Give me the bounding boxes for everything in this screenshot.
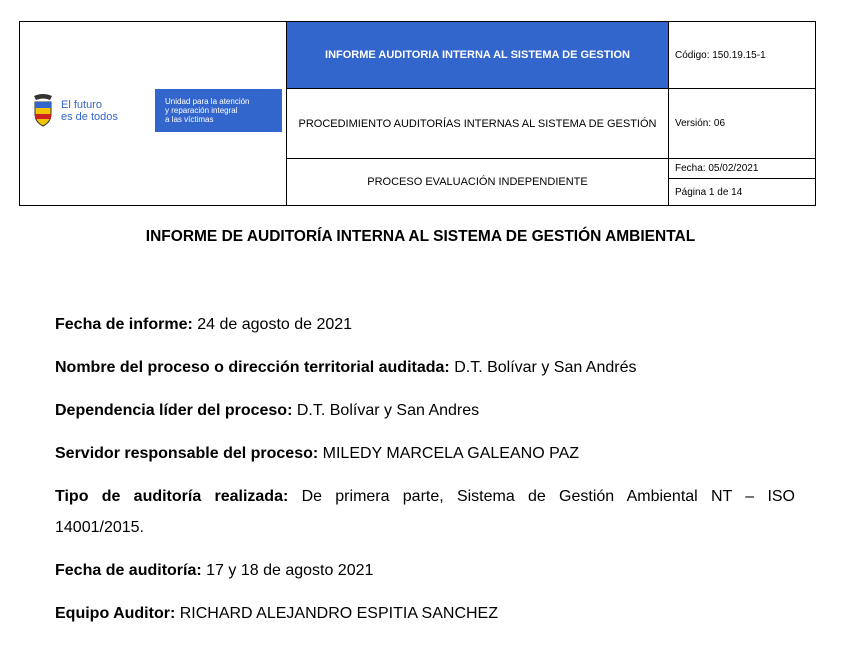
field-value: 24 de agosto de 2021 xyxy=(192,316,353,333)
field-label: Servidor responsable del proceso: xyxy=(55,445,319,462)
date-cell: Fecha: 05/02/2021 xyxy=(669,159,815,179)
institution-logo xyxy=(25,89,282,132)
field-value: RICHARD ALEJANDRO ESPITIA SANCHEZ xyxy=(175,605,498,622)
logo-blue-part xyxy=(155,89,282,132)
document-title: INFORME DE AUDITORÍA INTERNA AL SISTEMA DE GESTIÓN AMBIENTAL xyxy=(145,228,696,245)
page-number-cell: Página 1 de 14 xyxy=(675,186,743,198)
field-value: D.T. Bolívar y San Andres xyxy=(292,402,480,419)
field-value: De primera parte, Sistema de Gestión Ambiental NT – ISO xyxy=(288,488,796,505)
field-responsible-officer xyxy=(55,438,795,469)
field-value: D.T. Bolívar y San Andrés xyxy=(449,359,637,376)
report-title-cell: INFORME AUDITORIA INTERNA AL SISTEMA DE GESTION xyxy=(287,22,668,89)
version-cell: Versión: 06 xyxy=(669,89,815,159)
field-report-date xyxy=(55,309,795,340)
logo-text-line1: El futuro xyxy=(61,98,102,111)
field-lead-dependency xyxy=(55,395,795,426)
header-middle-column xyxy=(287,22,669,205)
logo-text-line2: es de todos xyxy=(61,110,118,123)
coat-of-arms-icon xyxy=(25,91,61,131)
logo-tagline-2: y reparación integral xyxy=(165,106,238,115)
field-label: Fecha de auditoría: xyxy=(55,562,202,579)
document-header-table xyxy=(19,21,816,206)
field-label: Nombre del proceso o dirección territorial auditada: xyxy=(55,359,450,376)
logo-white-part xyxy=(25,89,155,132)
field-value: MILEDY MARCELA GALEANO PAZ xyxy=(318,445,580,462)
process-title-cell: PROCESO EVALUACIÓN INDEPENDIENTE xyxy=(367,176,588,188)
logo-tagline-1: Unidad para la atención xyxy=(165,97,250,106)
logo-cell xyxy=(20,22,287,205)
field-audit-type xyxy=(55,481,795,512)
field-audit-team xyxy=(55,598,795,629)
field-label: Tipo de auditoría realizada: xyxy=(55,488,289,505)
field-label: Fecha de informe: xyxy=(55,316,193,333)
field-label: Equipo Auditor: xyxy=(55,605,176,622)
field-audit-date xyxy=(55,555,795,586)
header-right-column xyxy=(669,22,815,205)
field-process-name xyxy=(55,352,795,383)
field-value: 17 y 18 de agosto 2021 xyxy=(201,562,374,579)
code-cell: Código: 150.19.15-1 xyxy=(669,22,815,89)
procedure-title-cell: PROCEDIMIENTO AUDITORÍAS INTERNAS AL SISTEMA DE GESTIÓN xyxy=(287,89,668,159)
field-label: Dependencia líder del proceso: xyxy=(55,402,293,419)
field-audit-type-continued: 14001/2015. xyxy=(55,519,144,536)
logo-tagline-3: a las víctimas xyxy=(165,115,214,124)
